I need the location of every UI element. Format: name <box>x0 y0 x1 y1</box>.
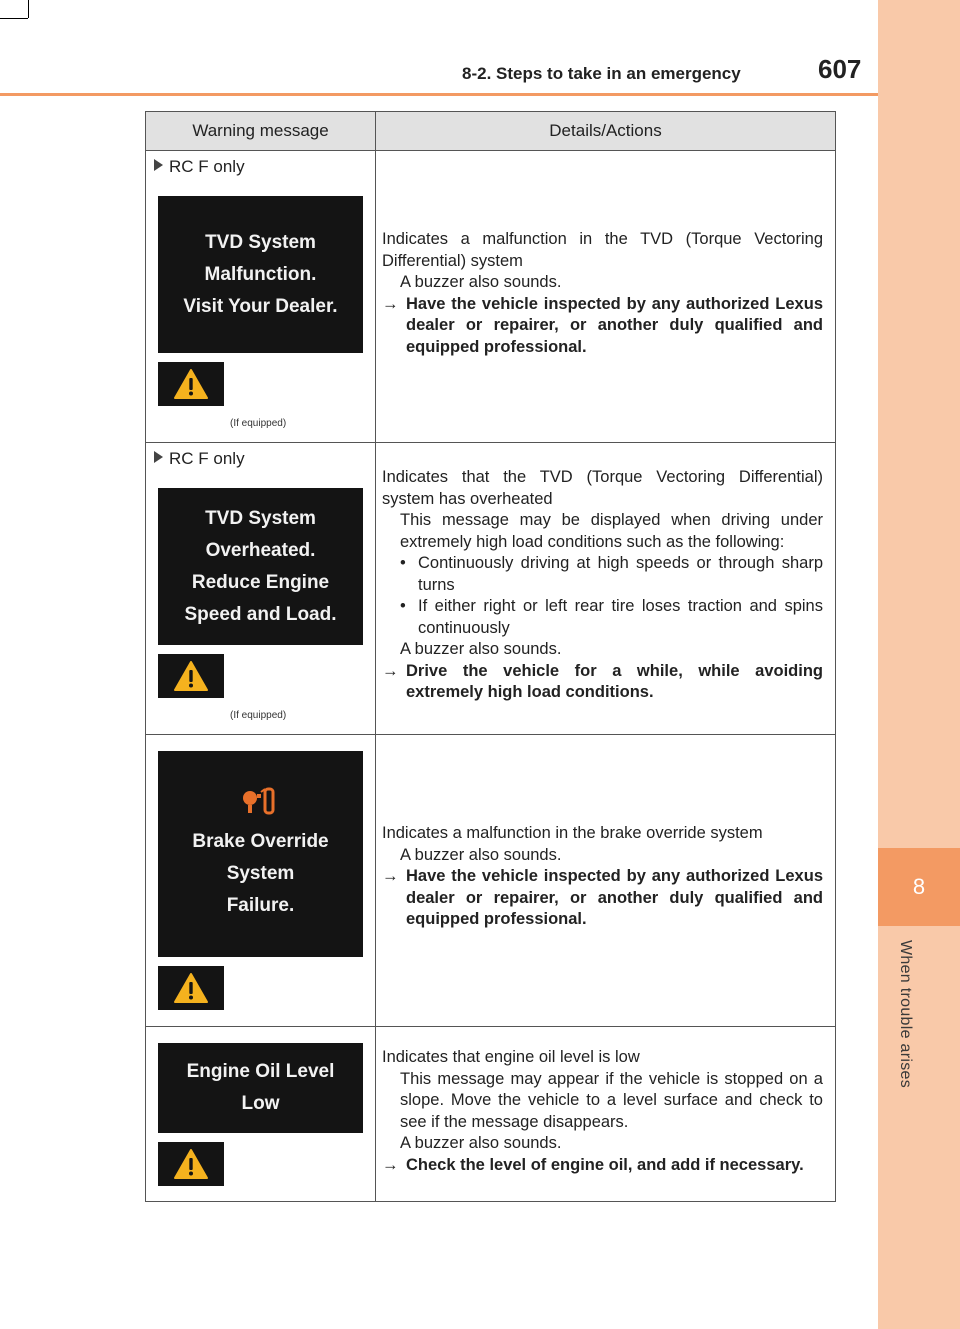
chapter-number: 8 <box>878 848 960 926</box>
detail-paragraph: A buzzer also sounds. <box>400 845 562 864</box>
bullet-icon: • <box>400 597 406 615</box>
action-paragraph: → Drive the vehicle for a while, while avoiding extremely high load conditions. <box>382 661 823 701</box>
detail-paragraph: Indicates that engine oil level is low <box>382 1048 640 1066</box>
screen-line: TVD System <box>205 507 316 529</box>
table-row <box>146 151 835 443</box>
detail-paragraph: This message may be displayed when driving under extremely high load conditions such as the following: <box>400 511 823 551</box>
warning-message-cell <box>146 151 376 442</box>
chapter-label: When trouble arises <box>897 940 914 1088</box>
chapter-side-tab <box>878 0 960 1329</box>
display-screen <box>158 751 363 957</box>
detail-paragraph: Indicates that the TVD (Torque Vectoring Differential) system has overheated <box>382 468 823 508</box>
crop-mark <box>28 0 29 18</box>
warning-light <box>158 362 224 406</box>
details-text <box>382 823 823 931</box>
arrow-icon: → <box>382 867 399 885</box>
details-cell <box>376 1027 835 1201</box>
warning-light <box>158 966 224 1010</box>
warning-message-cell <box>146 735 376 1026</box>
triangle-bullet-icon <box>154 451 163 463</box>
arrow-icon: → <box>382 661 399 680</box>
warning-triangle-icon <box>173 1148 209 1180</box>
screen-line: Engine Oil Level <box>186 1061 335 1082</box>
warning-triangle-icon <box>173 368 209 400</box>
screen-line: TVD System <box>205 231 316 253</box>
table-row <box>146 1027 835 1201</box>
details-cell <box>376 735 835 1026</box>
action-paragraph: → Check the level of engine oil, and add if necessary. <box>382 1155 823 1177</box>
col-header-details-actions: Details/Actions <box>549 121 662 140</box>
screen-line: Low <box>241 1093 280 1114</box>
warning-triangle-icon <box>173 660 209 692</box>
display-screen <box>158 488 363 645</box>
page-number: 607 <box>818 54 862 84</box>
warning-light <box>158 1142 224 1186</box>
detail-paragraph: This message may appear if the vehicle is stopped on a slope. Move the vehicle to a level surface and check to see if the message disappears. <box>400 1069 823 1131</box>
screen-line: Overheated. <box>205 539 316 561</box>
action-paragraph: → Have the vehicle inspected by any authorized Lexus dealer or repairer, or another duly qualified and equipped professional. <box>382 294 823 356</box>
if-equipped-note: (If equipped) <box>230 710 287 721</box>
bullet-item: • If either right or left rear tire loses traction and spins continuously <box>400 597 823 637</box>
details-cell <box>376 151 835 442</box>
detail-paragraph: A buzzer also sounds. <box>400 273 562 291</box>
if-equipped-note: (If equipped) <box>230 418 287 429</box>
detail-paragraph: Indicates a malfunction in the TVD (Torque Vectoring Differential) system <box>382 230 823 270</box>
bullet-item: • Continuously driving at high speeds or through sharp turns <box>400 554 823 594</box>
model-tag: RC F only <box>154 157 245 177</box>
table-row <box>146 443 835 735</box>
details-text <box>382 229 823 358</box>
details-text <box>382 1047 823 1176</box>
action-paragraph: → Have the vehicle inspected by any authorized Lexus dealer or repairer, or another duly qualified and equipped professional. <box>382 867 823 928</box>
display-screen <box>158 196 363 353</box>
detail-paragraph: A buzzer also sounds. <box>400 1134 562 1152</box>
details-cell <box>376 443 835 734</box>
arrow-icon: → <box>382 1155 399 1174</box>
table-header <box>146 112 835 151</box>
screen-line: Reduce Engine <box>191 571 330 593</box>
detail-paragraph: A buzzer also sounds. <box>400 640 562 658</box>
warning-message-table <box>145 111 836 1202</box>
header-rule <box>0 93 878 96</box>
screen-line: Speed and Load. <box>184 603 337 625</box>
section-title: 8-2. Steps to take in an emergency <box>462 64 741 83</box>
col-header-warning-message: Warning message <box>146 112 376 150</box>
screen-line: System <box>226 863 295 884</box>
screen-line: Failure. <box>226 895 295 916</box>
warning-message-cell <box>146 443 376 734</box>
triangle-bullet-icon <box>154 159 163 171</box>
brake-pedal-icon <box>241 786 281 816</box>
detail-paragraph: Indicates a malfunction in the brake override system <box>382 824 763 842</box>
warning-triangle-icon <box>173 972 209 1004</box>
crop-mark <box>0 18 28 19</box>
screen-line: Malfunction. <box>204 263 317 285</box>
warning-message-cell <box>146 1027 376 1201</box>
details-text <box>382 467 823 704</box>
arrow-icon: → <box>382 294 399 313</box>
screen-line: Visit Your Dealer. <box>183 295 338 317</box>
display-screen <box>158 1043 363 1133</box>
model-tag: RC F only <box>154 449 245 469</box>
screen-line: Brake Override <box>192 831 329 852</box>
bullet-icon: • <box>400 554 406 572</box>
table-row <box>146 735 835 1027</box>
warning-light <box>158 654 224 698</box>
